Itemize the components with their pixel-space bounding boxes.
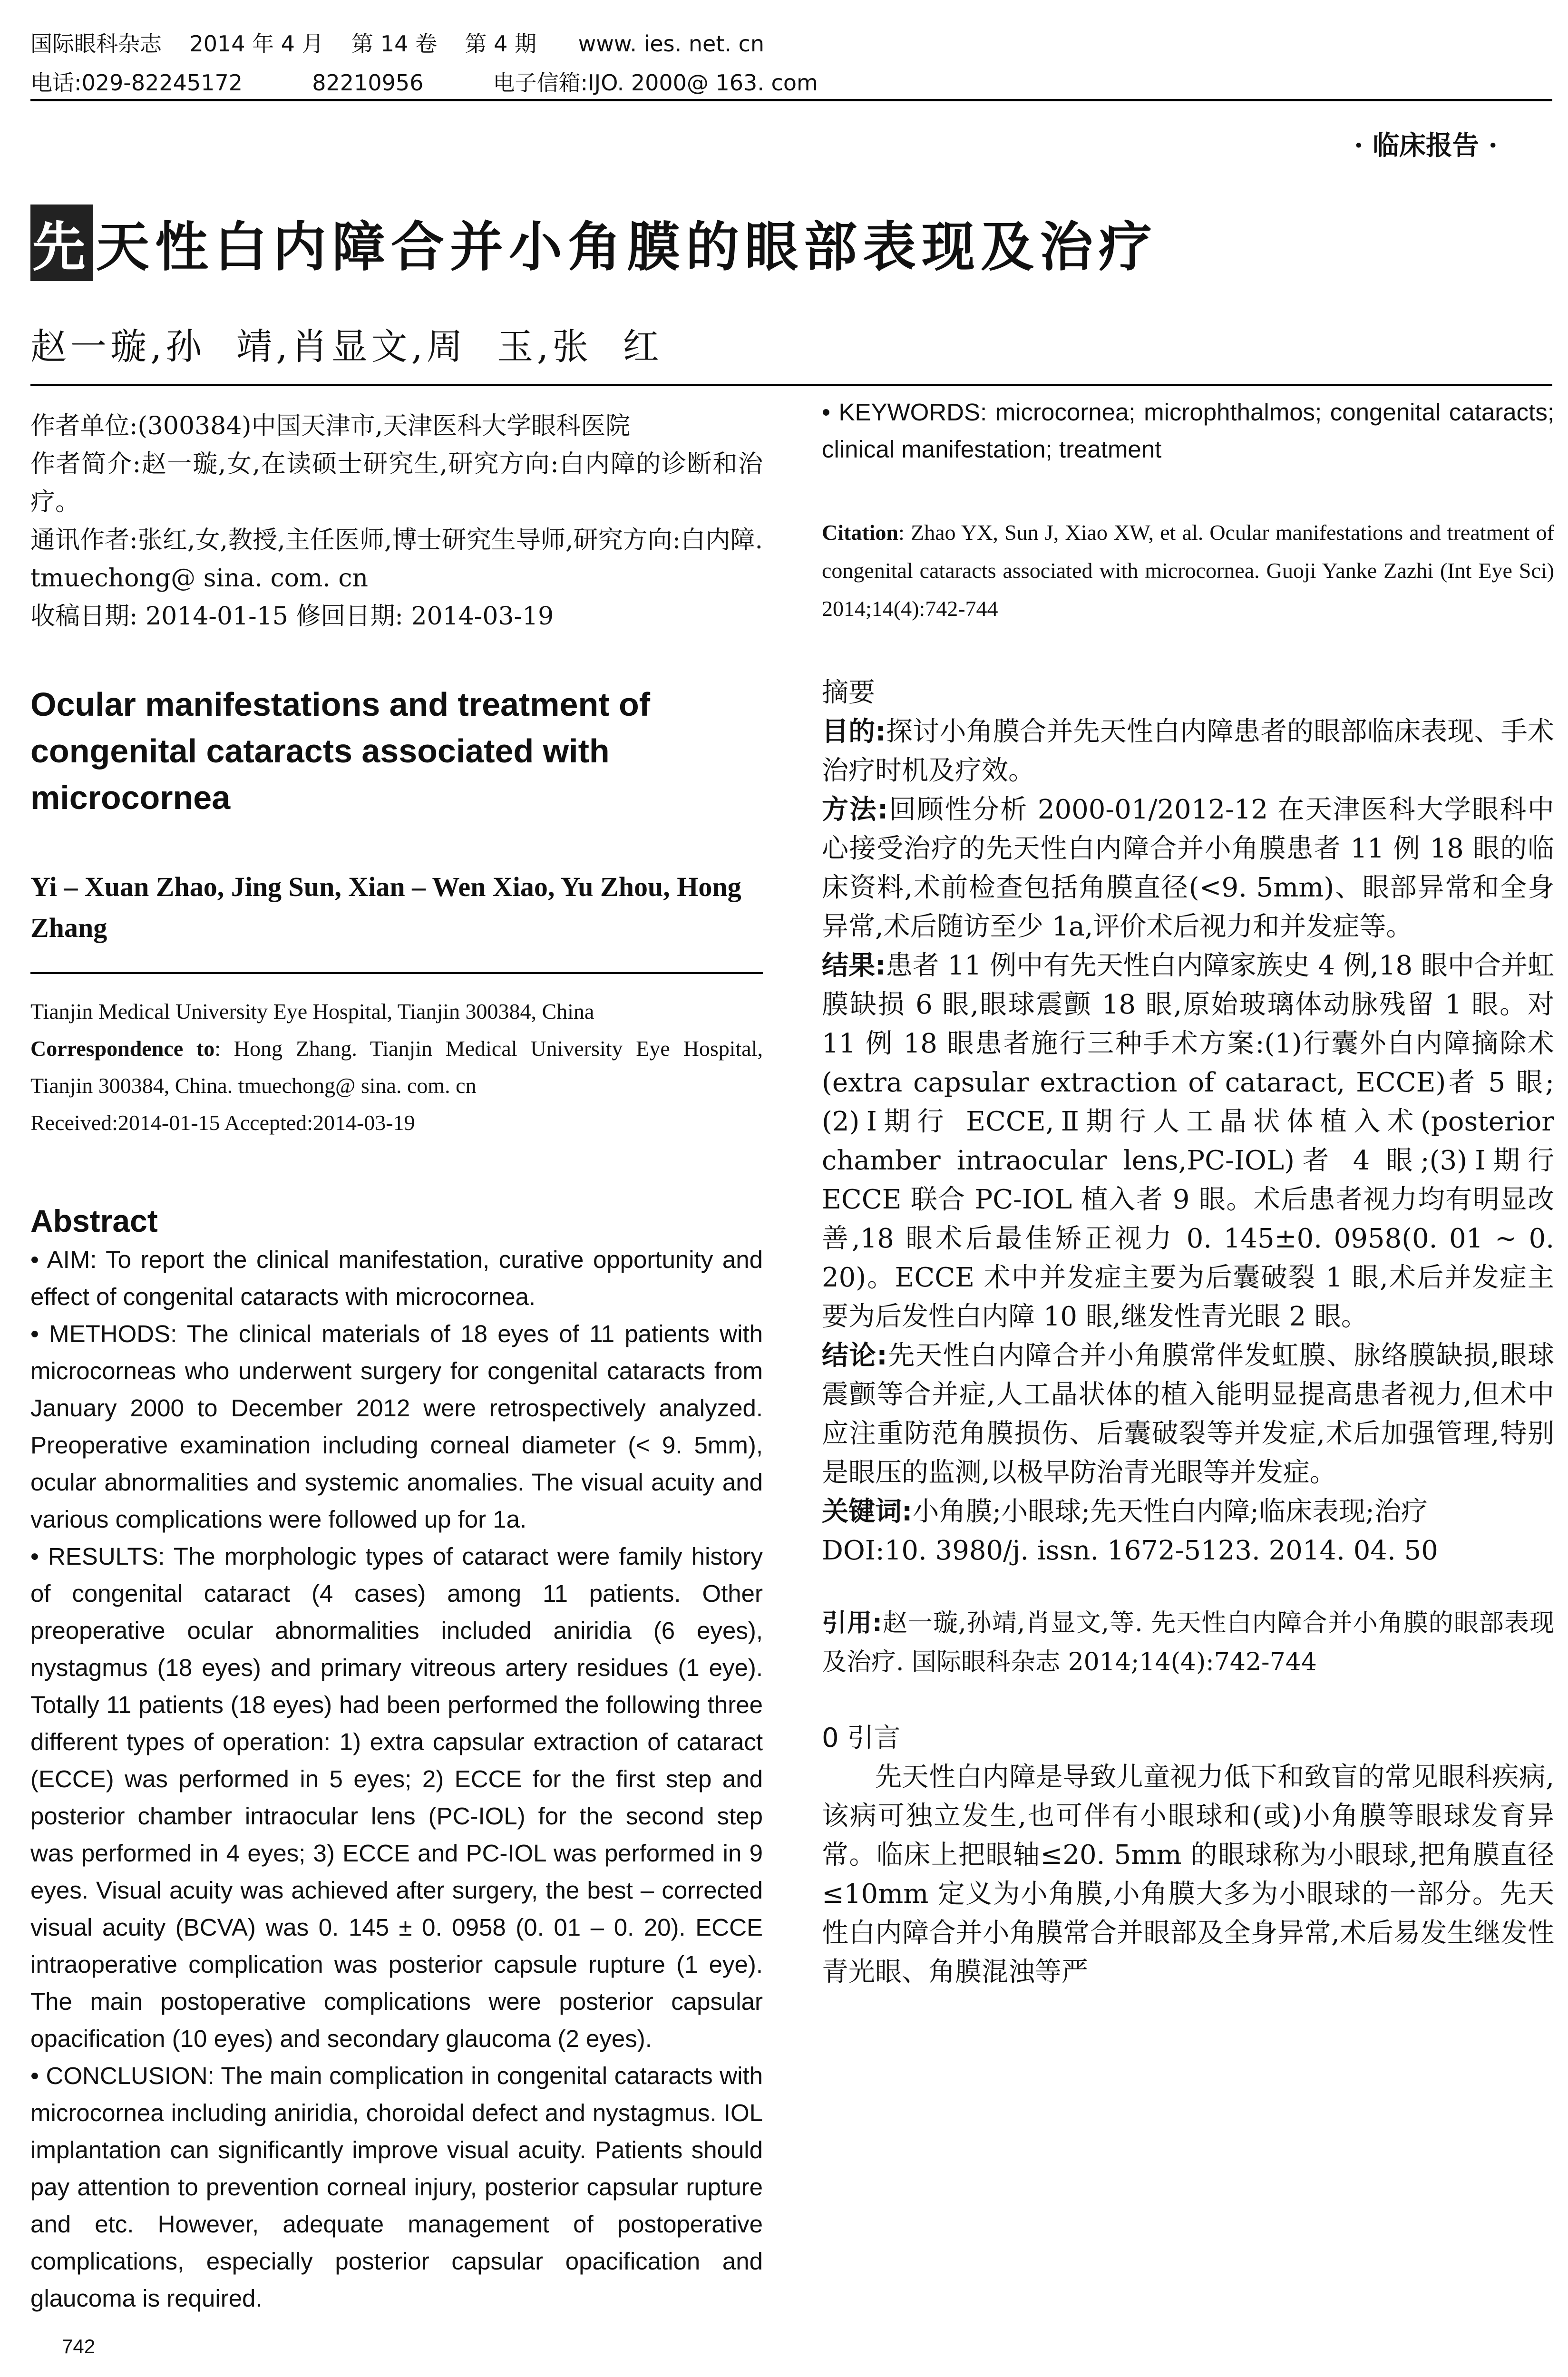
correspondence-text: : Hong Zhang. Tianjin Medical University Eye Hospital, Tianjin 300384, China. tmuechong@ sina. com. cn xyxy=(30,1036,763,1098)
citation-block xyxy=(822,514,1554,628)
author-unit: 作者单位:(300384)中国天津市,天津医科大学眼科医院 xyxy=(30,412,631,440)
received-accepted: Received:2014-01-15 Accepted:2014-03-19 xyxy=(30,1111,415,1135)
cn-keywords-label: 关键词: xyxy=(822,1496,913,1527)
left-column xyxy=(30,407,763,2317)
introduction-heading: 0 引言 xyxy=(822,1723,901,1754)
cn-results-label: 结果: xyxy=(822,950,886,981)
abstract-results: • RESULTS: The morphologic types of cataract were family history of congenital cataract (4 cases) among 11 patients. Other preoperative ocular abnormalities included aniridia (6 eyes), nystagmus (18 eyes) and primary vitreous artery residues (1 eye). Totally 11 patients (18 eyes) had been performed the following three different types of operation: 1) extra capsular extraction of cataract (ECCE) was performed in 5 eyes; 2) ECCE for the first step and posterior chamber intraocular lens (PC-IOL) for the second step was performed in 4 eyes; 3) ECCE and PC-IOL was performed in 9 eyes. Visual acuity was achieved after surgery, the best – corrected visual acuity (BCVA) was 0. 145 ± 0. 0958 (0. 01 – 0. 20). ECCE intraoperative complication was posterior capsule rupture (1 eye). The main postoperative complications were posterior capsular opacification (10 eyes) and secondary glaucoma (2 eyes). xyxy=(30,1543,763,2052)
chinese-abstract-heading: 摘要 xyxy=(822,677,875,708)
abstract-conclusion: • CONCLUSION: The main complication in congenital cataracts with microcornea including aniridia, choroidal defect and nystagmus. IOL implantation can significantly improve visual acuity. Patients should pay attention to prevention corneal injury, posterior capsular rupture and etc. However, adequate management of postoperative complications, especially posterior capsular opacification and glaucoma is required. xyxy=(30,2062,763,2312)
chinese-abstract xyxy=(822,712,1554,1570)
cn-results-text: 患者 11 例中有先天性白内障家族史 4 例,18 眼中合并虹膜缺损 6 眼,眼球震颤 18 眼,原始玻璃体动脉残留 1 眼。对 11 例 18 眼患者施行三种手术方案:(1)行囊外白内障摘除术(extra capsular extraction of cataract, ECCE)者 5 眼;(2)Ⅰ期行 ECCE,Ⅱ期行人工晶状体植入术(posterior chamber intraocular lens,PC-IOL)者 4 眼;(3)Ⅰ期行 ECCE 联合 PC-IOL 植入者 9 眼。术后患者视力均有明显改善,18 眼术后最佳矫正视力 0. 145±0. 0958(0. 01 ~ 0. 20)。ECCE 术中并发症主要为后囊破裂 1 眼,术后并发症主要为后发性白内障 10 眼,继发性青光眼 2 眼。 xyxy=(822,950,1554,1332)
english-authors: Yi – Xuan Zhao, Jing Sun, Xian – Wen Xiao, Yu Zhou, Hong Zhang xyxy=(30,871,741,943)
introduction-paragraph: 先天性白内障是导致儿童视力低下和致盲的常见眼科疾病,该病可独立发生,也可伴有小眼球和(或)小角膜等眼球发育异常。临床上把眼轴≤20. 5mm 的眼球称为小眼球,把角膜直径≤10mm 定义为小角膜,小角膜大多为小眼球的一部分。先天性白内障合并小角膜常合并眼部及全身异常,术后易发生继发性青光眼、角膜混浊等严 xyxy=(822,1762,1554,1987)
cn-keywords-text: 小角膜;小眼球;先天性白内障;临床表现;治疗 xyxy=(912,1496,1428,1527)
correspondence xyxy=(30,1030,763,1104)
section-label: · 临床报告 · xyxy=(1354,130,1498,161)
chinese-citation xyxy=(822,1604,1554,1682)
affiliation-line: Tianjin Medical University Eye Hospital, Tianjin 300384, China xyxy=(30,999,594,1023)
cn-conclusion-text: 先天性白内障合并小角膜常伴发虹膜、脉络膜缺损,眼球震颤等合并症,人工晶状体的植入能明显提高患者视力,但术中应注重防范角膜损伤、后囊破裂等并发症,术后加强管理,特别是眼压的监测,以极早防治青光眼等并发症。 xyxy=(822,1340,1554,1488)
title-rule xyxy=(30,384,1552,386)
corresponding-author: 通讯作者:张红,女,教授,主任医师,博士研究生导师,研究方向:白内障. tmuechong@ sina. com. cn xyxy=(30,526,763,593)
received-dates: 收稿日期: 2014-01-15 修回日期: 2014-03-19 xyxy=(30,602,554,631)
introduction xyxy=(822,1758,1554,1992)
abstract-methods: • METHODS: The clinical materials of 18 eyes of 11 patients with microcorneas who underwent surgery for congenital cataracts from January 2000 to December 2012 were retrospectively analyzed. Preoperative examination including corneal diameter (< 9. 5mm), ocular abnormalities and systemic anomalies. The visual acuity and various complications were followed up for 1a. xyxy=(30,1320,763,1533)
english-abstract-continued xyxy=(822,394,1554,468)
citation-label: Citation xyxy=(822,520,898,545)
english-abstract xyxy=(30,1241,763,2317)
cn-conclusion xyxy=(822,1336,1554,1492)
running-header-line1: 国际眼科杂志 2014 年 4 月 第 14 卷 第 4 期 www. ies. net. cn xyxy=(30,31,765,57)
title-drop-char: 先 xyxy=(30,205,93,281)
authors-chinese: 赵一璇,孙 靖,肖显文,周 玉,张 红 xyxy=(30,325,663,368)
article-title xyxy=(30,205,1158,281)
doi: DOI:10. 3980/j. issn. 1672-5123. 2014. 04. 50 xyxy=(822,1535,1438,1566)
cn-conclusion-label: 结论: xyxy=(822,1340,887,1371)
abstract-keywords: • KEYWORDS: microcornea; microphthalmos; congenital cataracts; clinical manifestation; treatment xyxy=(822,399,1554,463)
cn-keywords xyxy=(822,1492,1554,1531)
cn-aim-label: 目的: xyxy=(822,716,886,747)
cn-methods-label: 方法: xyxy=(822,794,888,825)
cn-results xyxy=(822,946,1554,1336)
abstract-aim: • AIM: To report the clinical manifestation, curative opportunity and effect of congenital cataracts with microcornea. xyxy=(30,1246,763,1310)
authors-rule xyxy=(30,972,763,974)
abstract-heading: Abstract xyxy=(30,1203,158,1238)
right-column xyxy=(822,399,1555,1992)
author-bio: 作者简介:赵一璇,女,在读硕士研究生,研究方向:白内障的诊断和治疗。 xyxy=(30,450,763,516)
cn-aim xyxy=(822,712,1554,790)
english-title: Ocular manifestations and treatment of congenital cataracts associated with microcornea xyxy=(30,686,651,816)
citation-text: : Zhao YX, Sun J, Xiao XW, et al. Ocular manifestations and treatment of congenital cataracts associated with microcornea. Guoji Yanke Zazhi (Int Eye Sci) 2014;14(4):742-744 xyxy=(822,520,1554,621)
cn-aim-text: 探讨小角膜合并先天性白内障患者的眼部临床表现、手术治疗时机及疗效。 xyxy=(822,716,1554,786)
correspondence-label: Correspondence to xyxy=(30,1036,215,1061)
header-rule xyxy=(30,99,1552,101)
chinese-citation-label: 引用: xyxy=(822,1609,882,1637)
affiliation-block xyxy=(30,993,763,1141)
cn-methods-text: 回顾性分析 2000-01/2012-12 在天津医科大学眼科中心接受治疗的先天性白内障合并小角膜患者 11 例 18 眼的临床资料,术前检查包括角膜直径(<9. 5mm)、眼部异常和全身异常,术后随访至少 1a,评价术后视力和并发症等。 xyxy=(822,794,1554,942)
page-number: 742 xyxy=(62,2335,96,2358)
cn-methods xyxy=(822,790,1554,946)
title-text: 天性白内障合并小角膜的眼部表现及治疗 xyxy=(96,216,1158,278)
author-info-block xyxy=(30,407,763,635)
chinese-citation-text: 赵一璇,孙靖,肖显文,等. 先天性白内障合并小角膜的眼部表现及治疗. 国际眼科杂志 2014;14(4):742-744 xyxy=(822,1609,1555,1676)
running-header-line2: 电话:029-82245172 82210956 电子信箱:IJO. 2000@ 163. com xyxy=(30,70,818,96)
